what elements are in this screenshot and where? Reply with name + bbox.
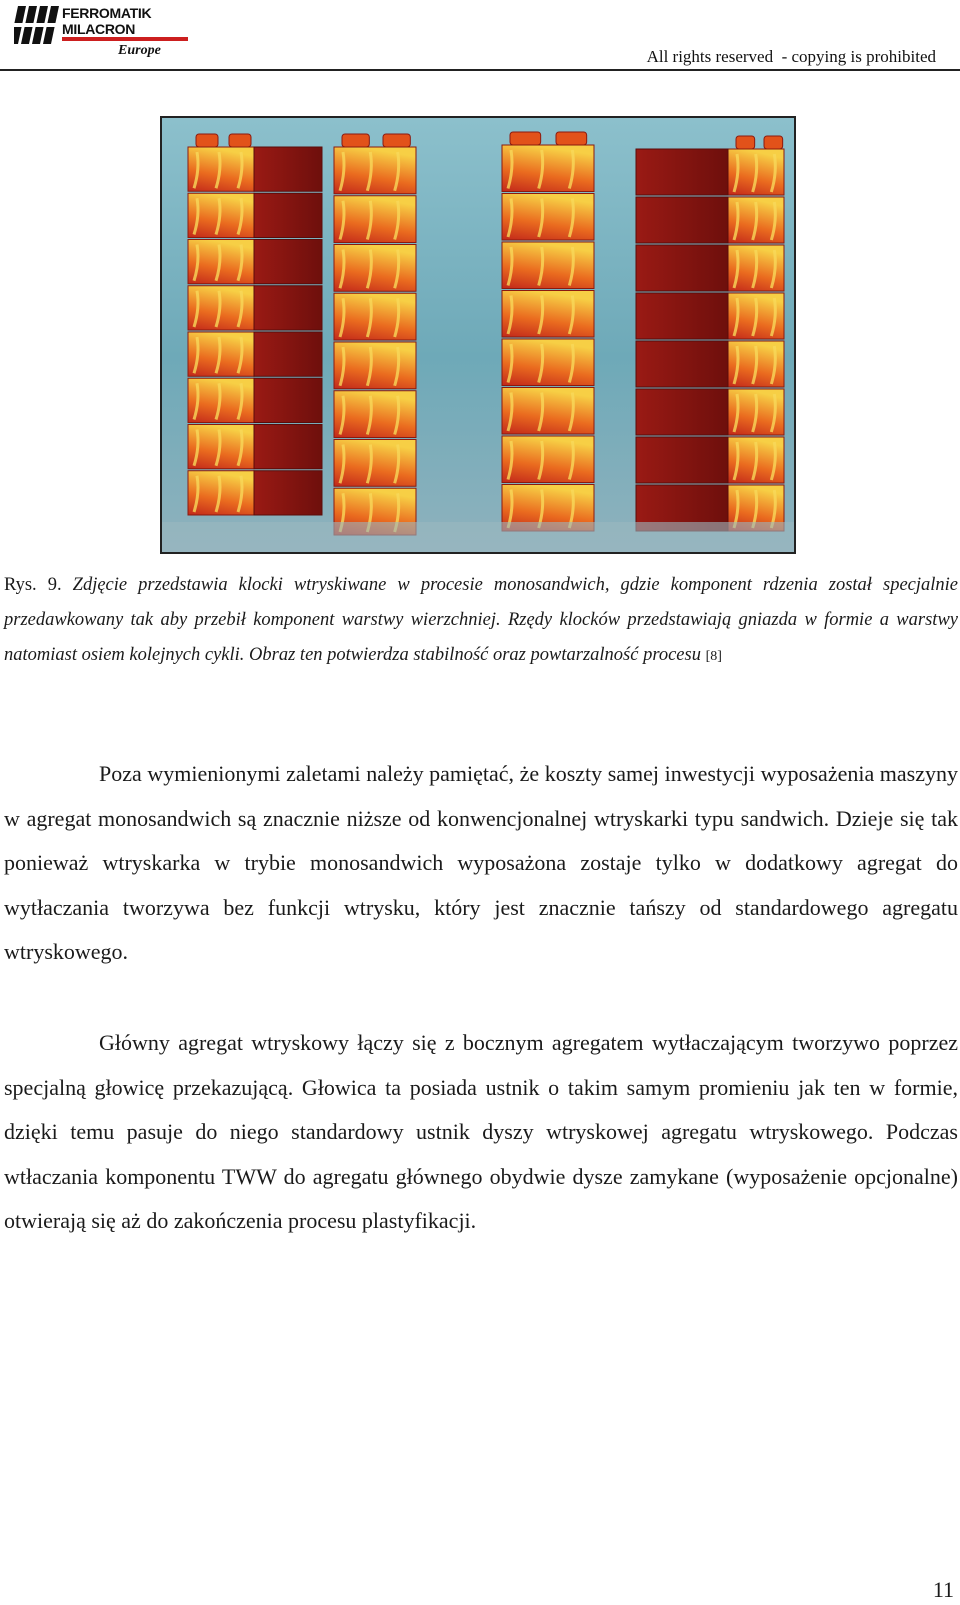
figure-caption <box>4 568 958 674</box>
caption-label: Rys. 9. <box>4 575 62 595</box>
logo-red-bar <box>62 37 188 41</box>
body-paragraph-2: Główny agregat wtryskowy łączy się z bocznym agregatem wytłaczającym tworzywo poprzez specjalną głowicę przekazującą. Głowica ta posiada ustnik o takim samym promieniu jak ten w formie, dzięki temu pasuje do niego standardowy ustnik dyszy wtryskowej agregatu wtryskowego. Podczas wtłaczania komponentu TWW do agregatu głównego obydwie dysze zamykane (wyposażenie opcjonalne) otwierają się aż do zakończenia procesu plastyfikacji. <box>4 1030 958 1234</box>
copyright-notice: All rights reserved - copying is prohibited <box>646 47 936 66</box>
logo-text-ferromatik: FERROMATIK <box>62 5 152 21</box>
brick-column <box>502 132 594 531</box>
brick-column <box>334 134 416 535</box>
caption-reference: [8] <box>705 649 722 664</box>
photo-floor <box>162 522 794 552</box>
brick-columns-photo <box>162 118 794 552</box>
logo-text-milacron: MILACRON <box>62 21 136 37</box>
caption-text: Zdjęcie przedstawia klocki wtryskiwane w procesie monosandwich, gdzie komponent rdzenia został specjalnie przedawkowany tak aby przebił komponent warstwy wierzchniej. Rzędy klocków przedstawiają gniazda w formie a warstwy natomiast osiem kolejnych cykli. Obraz ten potwierdza stabilność oraz powtarzalność procesu <box>4 575 958 665</box>
header-divider <box>0 69 960 71</box>
company-logo <box>14 6 179 56</box>
figure-photo <box>160 116 796 554</box>
brick-column <box>636 136 784 531</box>
page-number: 11 <box>932 1577 954 1602</box>
brick-column <box>188 134 322 515</box>
body-paragraph-1: Poza wymienionymi zaletami należy pamiętać, że koszty samej inwestycji wyposażenia maszyny w agregat monosandwich są znacznie niższe od konwencjonalnej wtryskarki typu sandwich. Dzieje się tak ponieważ wtryskarka w trybie monosandwich wyposażona zostaje tylko w dodatkowy agregat do wytłaczania tworzywa bez funkcji wtrysku, który jest znacznie tańszy od standardowego agregatu wtryskowego. <box>4 761 958 965</box>
page-header <box>0 0 960 72</box>
logo-text-europe: Europe <box>118 43 161 58</box>
logo-stripes-icon <box>14 6 60 44</box>
